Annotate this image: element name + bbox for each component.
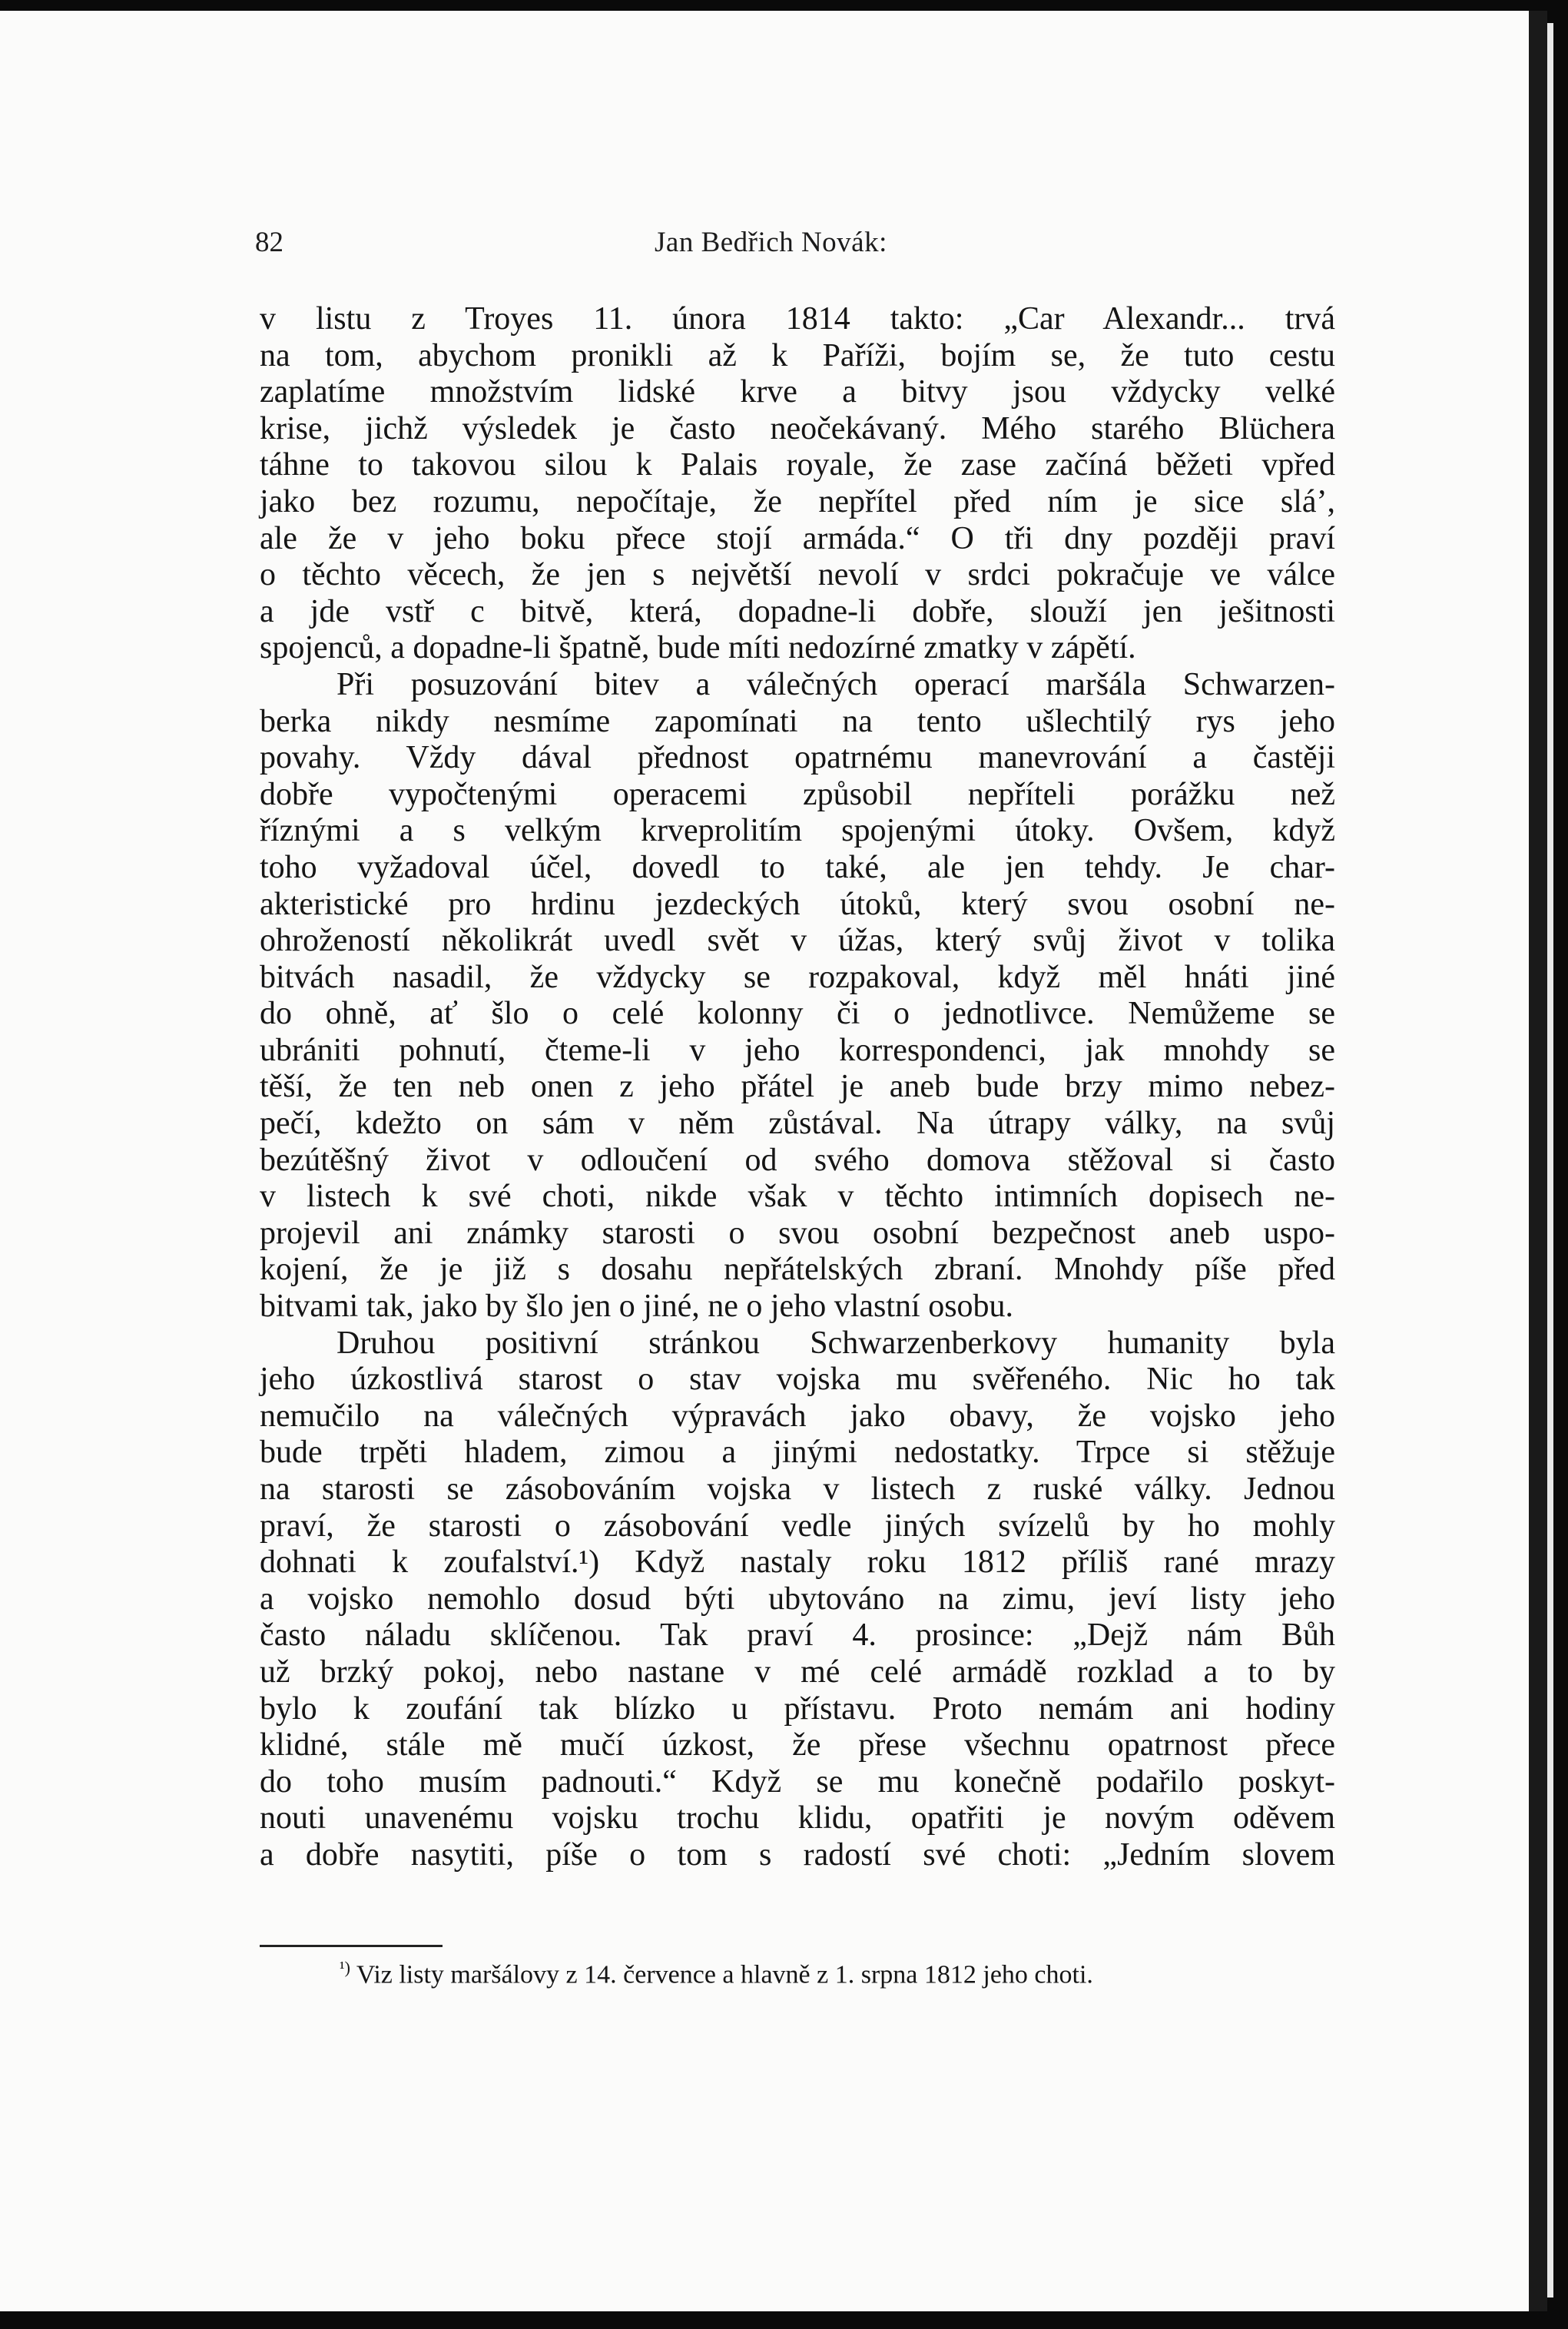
text-line: ubrániti pohnutí, čteme-li v jeho korrespondenci, jak mnohdy se: [260, 1032, 1335, 1068]
text-line: dobře vypočtenými operacemi způsobil nepříteli porážku než: [260, 776, 1335, 812]
text-line: dohnati k zoufalství.¹) Když nastaly roku 1812 příliš rané mrazy: [260, 1544, 1335, 1581]
text-line: do toho musím padnouti.“ Když se mu konečně podařilo poskyt-: [260, 1763, 1335, 1800]
text-line: ohrožeností několikrát uvedl svět v úžas, který svůj život v tolika: [260, 923, 1335, 959]
text-line: klidné, stále mě mučí úzkost, že přese všechnu opatrnost přece: [260, 1727, 1335, 1763]
text-line: o těchto věcech, že jen s největší nevolí v srdci pokračuje ve válce: [260, 557, 1335, 593]
text-line: toho vyžadoval účel, dovedl to také, ale jen tehdy. Je char-: [260, 849, 1335, 885]
page-edge-shadow: [1529, 11, 1547, 2311]
footnote-marker: ¹): [340, 1958, 350, 1977]
text-line: v listech k své choti, nikde však v těchto intimních dopisech ne-: [260, 1179, 1335, 1215]
text-line: praví, že starosti o zásobování vedle jiných svízelů by ho mohly: [260, 1508, 1335, 1544]
page-edge-strip: [1547, 23, 1553, 2297]
text-line: pečí, kdežto on sám v něm zůstával. Na útrapy války, na svůj: [260, 1106, 1335, 1142]
text-line: těší, že ten neb onen z jeho přátel je aneb bude brzy mimo nebez-: [260, 1069, 1335, 1105]
text-line: ale že v jeho boku přece stojí armáda.“ O tři dny později praví: [260, 520, 1335, 556]
text-line: berka nikdy nesmíme zapomínati na tento ušlechtilý rys jeho: [260, 703, 1335, 739]
text-line: říznými a s velkým krveprolitím spojenými útoky. Ovšem, když: [260, 813, 1335, 849]
text-line: často náladu sklíčenou. Tak praví 4. prosince: „Dejž nám Bůh: [260, 1617, 1335, 1654]
text-line: jako bez rozumu, nepočítaje, že nepřítel před ním je sice sláʼ,: [260, 483, 1335, 519]
text-line: a dobře nasytiti, píše o tom s radostí své choti: „Jedním slovem: [260, 1836, 1335, 1873]
footnote-text: Viz listy maršálovy z 14. července a hlavně z 1. srpna 1812 jeho choti.: [356, 1960, 1093, 1989]
running-head: Jan Bedřich Novák:: [655, 227, 887, 258]
page-number: 82: [255, 227, 283, 258]
text-line: a jde vstř c bitvě, která, dopadne-li dobře, slouží jen ješitnosti: [260, 593, 1335, 629]
text-line: bude trpěti hladem, zimou a jinými nedostatky. Trpce si stěžuje: [260, 1435, 1335, 1471]
text-line: akteristické pro hrdinu jezdeckých útoků, který svou osobní ne-: [260, 886, 1335, 922]
text-line: bitvami tak, jako by šlo jen o jiné, ne o jeho vlastní osobu.: [260, 1289, 1014, 1325]
text-line: už brzký pokoj, nebo nastane v mé celé armádě rozklad a to by: [260, 1654, 1335, 1690]
text-line: bitvách nasadil, že vždycky se rozpakoval, když měl hnáti jiné: [260, 959, 1335, 995]
text-line: Při posuzování bitev a válečných operací maršála Schwarzen-: [336, 666, 1335, 702]
text-line: bylo k zoufání tak blízko u přístavu. Proto nemám ani hodiny: [260, 1690, 1335, 1727]
text-line: táhne to takovou silou k Palais royale, že zase začíná běžeti vpřed: [260, 447, 1335, 483]
text-line: nemučilo na válečných výpravách jako obavy, že vojsko jeho: [260, 1398, 1335, 1434]
text-line: kojení, že je již s dosahu nepřátelských zbraní. Mnohdy píše před: [260, 1252, 1335, 1288]
text-line: na tom, abychom pronikli až k Paříži, bojím se, že tuto cestu: [260, 337, 1335, 373]
footnote: [340, 1958, 1338, 1989]
text-line: projevil ani známky starosti o svou osobní bezpečnost aneb uspo-: [260, 1215, 1335, 1251]
text-line: na starosti se zásobováním vojska v listech z ruské války. Jednou: [260, 1471, 1335, 1507]
text-line: a vojsko nemohlo dosud býti ubytováno na zimu, jeví listy jeho: [260, 1581, 1335, 1617]
text-line: v listu z Troyes 11. února 1814 takto: „Car Alexandr... trvá: [260, 301, 1335, 337]
page-header: [255, 226, 1331, 264]
text-line: nouti unavenému vojsku trochu klidu, opatřiti je novým oděvem: [260, 1800, 1335, 1836]
text-line: zaplatíme množstvím lidské krve a bitvy jsou vždycky velké: [260, 374, 1335, 410]
footnote-rule: [260, 1945, 443, 1947]
body-text: [260, 301, 1335, 1874]
text-line: do ohně, ať šlo o celé kolonny či o jednotlivce. Nemůžeme se: [260, 996, 1335, 1032]
text-line: jeho úzkostlivá starost o stav vojska mu svěřeného. Nic ho tak: [260, 1362, 1335, 1398]
text-line: bezútěšný život v odloučení od svého domova stěžoval si často: [260, 1142, 1335, 1178]
text-line: krise, jichž výsledek je často neočekávaný. Mého starého Blüchera: [260, 410, 1335, 446]
text-line: povahy. Vždy dával přednost opatrnému manevrování a častěji: [260, 740, 1335, 776]
text-line: Druhou positivní stránkou Schwarzenberkovy humanity byla: [336, 1325, 1335, 1361]
text-line: spojenců, a dopadne-li špatně, bude míti nedozírné zmatky v zápětí.: [260, 630, 1136, 666]
